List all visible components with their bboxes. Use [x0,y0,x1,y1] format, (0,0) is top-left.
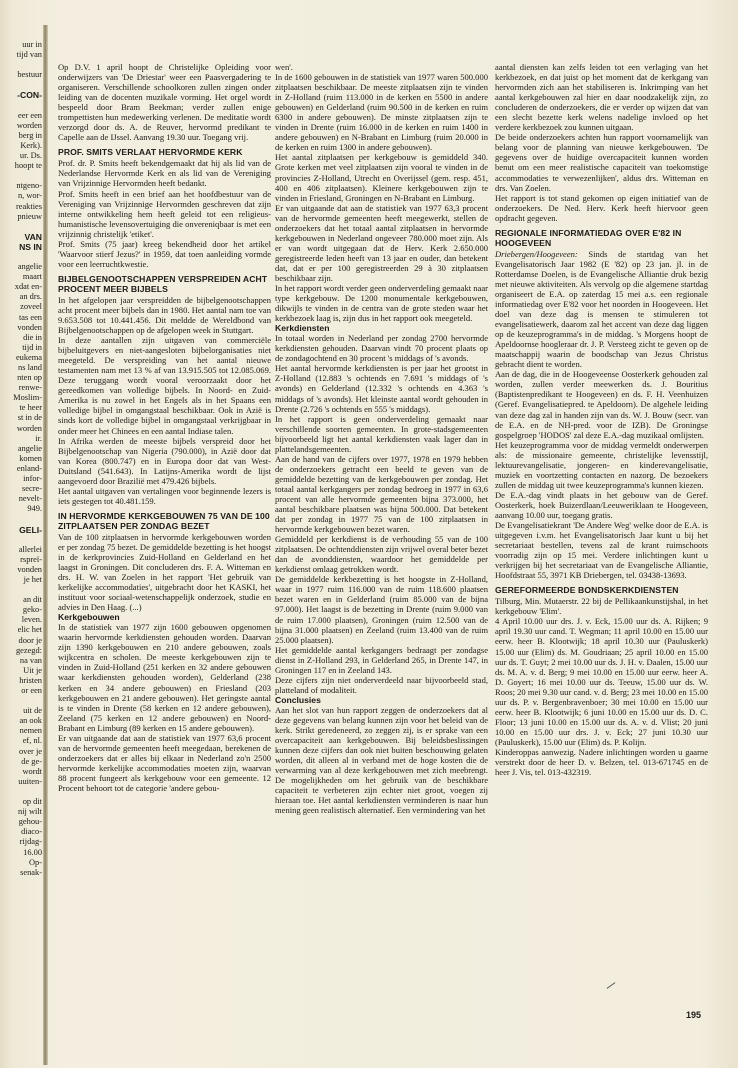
paragraph: Het rapport is tot stand gekomen op eigen initiatief van de onderzoekers. De Ned. Herv. Kerk heeft hiervoor geen opdracht gegeven. [495,192,708,223]
paragraph: In de statistiek van 1977 zijn 1600 gebouwen opgenomen waarin hervormde kerkdiensten gehouden worden. Daarvan zijn 1390 kerkgebouwen en 210 andere gebouwen, zoals wijkcentra en scholen. De meeste kerkgebouwen zijn te vinden in Zuid-Holland (251 kerken en 32 andere gebouwen waar kerkdiensten gehouden worden), Gelderland (238 kerken en 34 andere gebouwen) en Friesland (203 kerkgebouwen en 21 andere gebouwen). Het geringste aantal is te vinden in Drente (58 kerken en 12 andere gebouwen), Zeeland (75 kerken en 12 andere gebouwen) en Noord-Brabant en Limburg (89 kerken en 15 andere gebouwen). [58,622,271,733]
strip-line: bestuur [17,70,42,80]
paragraph: Tilburg, Min. Mutaerstr. 22 bij de Pellikaankunstijshal, in het kerkgebouw 'Elim'. [495,596,708,617]
paragraph: Op D.V. 1 april hoopt de Christelijke Opleiding voor onderwijzers van 'De Driestar' weer een Paasvergadering te organiseren. Verschillende schoolkoren zullen zingen onder leiding van de docenten muzikale vorming. Het orgel wordt bespeeld door Bram Beekman; verder zullen enige trompettisten hun medewerking verlenen. De meditatie wordt verzorgd door ds. A. de Reuver, hervormd predikant te Capelle aan de IJssel. Aanvang 19.30 uur. Toegang vrij. [58,62,271,143]
strip-line: VAN [24,231,42,242]
strip-line: gezegd: [15,645,42,655]
paragraph: De Evangelisatiekrant 'De Andere Weg' welke door de E.A. is uitgegeven i.v.m. het Evangelisatorisch Jaar kunt u bij het secretariaat bestellen, tevens zal de krant ruimschoots voorradig zijn op 15 mei. Verdere inlichtingen kunt u verkrijgen bij het secretariaat van de Evangelische Alliantie, Hoofdstraat 55, 3971 KB Driebergen, tel. 03438-13693. [495,520,708,581]
strip-line: uit de [23,706,42,716]
strip-line: nten op [17,373,42,383]
article-headline: GEREFORMEERDE BONDSKERKDIENSTEN [495,585,679,596]
strip-line [0,252,42,262]
strip-line: renwe- [18,383,42,393]
paragraph: Gemiddeld per kerkdienst is de verhouding 55 van de 100 zitplaatsen. De ochtenddiensten zijn vrijwel overal beter bezet dan de avonddiensten, waardoor het gemiddelde per kerkdienst omlaag getrokken wordt. [275,534,488,575]
strip-line: de ge- [21,756,42,766]
paragraph: In de 1600 gebouwen in de statistiek van 1977 waren 500.000 zitplaatsen beschikbaar. De meeste zitplaatsen zijn te vinden in Z-Holland (ruim 113.000 in de kerken en 5500 in andere gebouwen) en Gelderland (ruim 90.500 in de kerken en ruim 6300 in andere gebouwen). De minste zitplaatsen zijn te vinden in Drente (ruim 16.000 in de kerken en ruim 1400 in andere gebouwen) en N-Brabant en Limburg (ruim 20.000 in de kerken en ruim 1300 in andere gebouwen). [275,72,488,153]
paragraph: De beide onderzoekers achten hun rapport voornamelijk van belang voor de planning van nieuwe kerkgebouwen. 'De gegevens over de huidige overcapaciteit kunnen worden benut om een meer realistische capaciteit van toekomstige accommodaties te verwezenlijken', aldus drs. Witteman en drs. Van Zoelen. [495,132,708,193]
strip-line: ntgeno- [16,181,42,191]
strip-line: 949. [27,504,42,514]
paragraph: Het aantal zitplaatsen per kerkgebouw is gemiddeld 340. Grote kerken met veel zitplaatsen zijn vooral te vinden in de provincies Z-Holland, Utrecht en Overijssel (gem. resp. 451, 400 en 406 zitplaatsen). Kleinere kerkgebouwen zijn te vinden in Friesland, Groningen en N-Brabant en Limburg. [275,152,488,203]
paragraph: De gemiddelde kerkbezetting is het hoogste in Z-Holland, waar in 1977 ruim 116.000 van de ruim 118.600 plaatsen bezet waren en in Gelderland (ruim 85.000 van de bijna 97.000). Het laagst is de bezetting in Drente (ruim 9.000 van de ruim 17.000 plaatsen), Groningen (ruim 12.500 van de bijna 31.000 plaatsen) en Zeeland (ruim 13.400 van de ruim 25.000 plaatsen). [275,574,488,645]
paragraph: Er van uitgaande dat aan de statistiek van 1977 63,6 procent van de hervormde gemeenten heeft meegedaan, berekenen de onderzoekers dat er alles bij elkaar in Nederland zo'n 2500 hervormde kerkelijke accommodaties moeten zijn, waarvan 88 procent fungeert als kerkgebouw voor een gemeente. 12 Procent behoort tot de categorie 'andere gebou- [58,732,271,793]
dateline: Driebergen/Hoogeveen: [495,248,578,259]
column-1 [58,62,271,793]
strip-line: eukema [15,352,42,362]
strip-line: tas een [18,312,42,322]
strip-line: wordt [22,766,42,776]
section-subheading: Conclusies [275,694,321,705]
strip-line: nevelt- [18,494,42,504]
strip-line: berg in [18,130,42,140]
strip-line: tijd van [16,50,42,60]
strip-line: an drs. [19,292,42,302]
strip-line [0,535,42,545]
strip-line: worden [16,423,42,433]
paragraph: Aan het slot van hun rapport zeggen de onderzoekers dat al deze gegevens van belang kunnen zijn voor het beleid van de kerk. Strikt geredeneerd, zo zeggen zij, is er sprake van een overcapaciteit aan kerkgebouwen. Bij beleidsbeslissingen kunnen deze cijfers dan ook niet buiten beschouwing gelaten worden, dit alleen al in verband met de hoge kosten die de verwarming van al deze kerkgebouwen met zich meebrengt. De mogelijkheden om het gebruik van de beschikbare capaciteit te verbeteren zijn echter niet groot, voegen zij hieraan toe. Het aantal kerkdiensten verminderen is naar hun mening geen realistisch alternatief. Een vermindering van het [275,704,488,816]
paragraph: Prof. dr. P. Smits heeft bekendgemaakt dat hij als lid van de Nederlandse Hervormde Kerk en als lid van de Vereniging van Vrijzinnige Hervormden heeft bedankt. [58,158,271,189]
strip-line: eer een [18,110,42,120]
strip-line: pnieuw [17,211,42,221]
strip-line: over je [18,746,42,756]
strip-line [0,585,42,595]
strip-line: na van [19,655,42,665]
strip-line: je het [23,574,42,584]
strip-line: tijd in [22,342,42,352]
strip-line: -CON- [17,90,42,101]
strip-line [0,60,42,70]
strip-line: rspreï- [20,554,42,564]
strip-line: die in [23,332,42,342]
strip-line: nij wilt [18,807,42,817]
strip-line: worden [16,120,42,130]
paragraph: In totaal worden in Nederland per zondag 2700 hervormde kerkdiensten gehouden. Daarvan vindt 70 procent plaats op de zondagochtend en 30 procent 's middags of 's avonds. [275,333,488,364]
strip-line: geko- [22,605,42,615]
paragraph-body: Sinds de startdag van het Evangelisatorisch Jaar 1982 (E '82) op 23 jan. jl. in de Rotterdamse Doelen, is de Evangelische Alliantie druk bezig met nieuwe aktiviteiten. Als vervolg op die algemene startdag organiseert de E.A. op zaterdag 15 mei a.s. een regionale informatiedag over E'82 voor het noorden in Hoogeveen. Het doel van deze dag is mensen te stimuleren tot evangelisatiewerk, daarom zal het accent van deze dag liggen op de keuzeprogramma's in de middag. 's Morgens hoopt de Apeldoornse hoogleraar dr. J. P. Versteeg zicht te geven op de maatschappij waarin de boodschap van Jezus Christus gebracht dient te worden. [495,248,708,370]
strip-line: gehou- [18,817,42,827]
strip-line: an dit [23,595,42,605]
strip-line: te heer [19,403,42,413]
article-headline: BIJBELGENOOTSCHAPPEN VERSPREIDEN ACHT PROCENT MEER BIJBELS [58,273,268,294]
strip-line: NS IN [19,241,42,252]
paragraph: In Afrika werden de meeste bijbels verspreid door het Bijbelgenootschap van Nigeria (790.000), in Azië door dat van Korea (800.747) en in Europa door dat van West-Duitsland (541.643). In Latijns-Amerika wordt de lijst aangevoerd door Brazilië met 479.426 bijbels. [58,435,271,486]
strip-line: uuiten- [18,776,42,786]
paragraph: Kinderoppas aanwezig. Nadere inlichtingen worden u gaarne verstrekt door de heer D. v. Belzen, tel. 013-671745 en de heer J. Vis, tel. 013-432319. [495,747,708,778]
paragraph: In het afgelopen jaar verspreidden de bijbelgenootschappen acht procent meer bijbels dan in 1980. Het aantal nam toe van 9.653.508 tot 10.441.456. Dit meldde de Wereldbond van Bijbelgenootschappen op de afgelopen week in Stuttgart. [58,294,271,336]
paragraph: Het keuzeprogramma voor de middag vermeldt onderwerpen als: de missionaire gemeente, christelijke levensstijl, lektuurevangelisatie, jongeren- en kinderevangelisatie, muziek en voortzetting contacten en nazorg. De bezoekers zullen de middag uit twee keuzeprogramma's kunnen kiezen. [495,439,708,490]
strip-line: op dit [22,797,42,807]
column-2 [275,62,488,815]
paragraph: Er van uitgaande dat aan de statistiek van 1977 63,3 procent van de hervormde gemeenten heeft meegewerkt, stellen de onderzoekers dat het totaal aantal zitplaatsen in hervormde kerkgebouwen in Nederland ongeveer 780.000 moet zijn. Als er van wordt uitgegaan dat de Herv. Kerk 2.650.000 geregistreerde leden heeft van 13 jaar en ouder, dan betekent dat, dat er per 100 geregistreerden 29 à 30 zitplaatsen beschikbaar zijn. [275,202,488,283]
paragraph: wen'. [275,62,293,72]
paragraph: In deze aantallen zijn uitgaven van commerciële bijbeluitgevers en niet-aangesloten bijbelorganisaties niet meegeteld. De verspreiding van het aantal nieuwe testamenten nam met 13 % af van 13.915.505 tot 12.085.069. Deze teruggang wordt vooral veroorzaakt door het gereedkomen van volledige bijbels. In Noord- en Zuid-Amerika is nu zowel in het Engels als in het Spaans een volledige bijbel in omgangstaal beschikbaar. Ook in Azië is sinds kort de volledige bijbel in omgangstaal verkrijgbaar in onder meer het Chinees en een aantal Indiase talen. [58,335,271,436]
strip-line: secre- [22,484,42,494]
strip-line: GELI- [19,524,42,535]
strip-line: hoopt te [14,161,42,171]
strip-line: allerlei [18,544,42,554]
strip-line: vonden [17,564,42,574]
paragraph [495,249,708,370]
strip-line: zoveel [20,302,42,312]
paragraph: Deze cijfers zijn niet onderverdeeld naar bijvoorbeeld stad, platteland of modaliteit. [275,674,488,695]
strip-line: angelie [17,262,42,272]
strip-line: komen [19,453,42,463]
strip-line: ns land [18,363,42,372]
strip-line: Op- [28,857,42,867]
strip-line: hristen [19,675,42,685]
section-subheading: Kerkgebouwen [58,612,120,623]
adjacent-page-strip [0,40,42,1060]
strip-line [0,787,42,797]
strip-line: an ook [19,716,42,726]
page-number: 195 [686,1010,702,1020]
strip-line: ir. [35,433,42,443]
paragraph: Prof. Smits (75 jaar) kreeg bekendheid door het artikel 'Waarvoor stierf Jezus?' in 1959, dat toen aanleiding vormde voor een leerruchtkwestie. [58,238,271,269]
paragraph: In het rapport is geen onderverdeling gemaakt naar verschillende soorten gemeenten. In grote-stadsgemeenten bijvoorbeeld ligt het aantal kerkdiensten vaak lager dan in plattelandsgemeenten. [275,413,488,454]
strip-line [0,514,42,524]
strip-line [0,171,42,181]
strip-line: xdat en- [14,282,42,292]
strip-line: Uit je [23,665,42,675]
strip-line: reakties [15,201,42,211]
strip-line: door je [18,635,42,645]
paragraph: aantal diensten kan zelfs leiden tot een verlaging van het kerkbezoek, en dat juist op het moment dat de kerkgang van hervormden zich aan het stabiliseren is. Inkrimping van het aantal kerkgebouwen zal hier en daar noodzakelijk zijn, zo concluderen de onderzoekers, die er verder op wijzen dat van een slecht bezette kerk welens nadelige invloed op het verdere kerkbezoek zou kunnen uitgaan. [495,62,708,133]
paragraph: Aan de hand van de cijfers over 1977, 1978 en 1979 hebben de onderzoekers getracht een beeld te geven van de gemiddelde bezetting van de kerkgebouwen per zondag. Het totaal aantal kerkgangers per zondag bedroeg in 1977 in 63,6 procent van alle hervormde gemeenten bijna 373.000, het aantal beschikbare plaatsen was bijna 500.000. Dat betekent dat per zondag in 1977 75 van de 100 zitplaatsen in hervormde kerkgebouwen bezet waren. [275,453,488,535]
paragraph: Aan de dag, die in de Hoogeveense Oosterkerk gehouden zal worden, zullen verder meewerken ds. J. Bouritius (Baptistenpredikant te Hoogeveen) en ds. F. H. Veenhuizen (Geref. Evangelisatiepred. te Apeldoorn). De algehele leiding van deze dag zal in handen zijn van ds. W. J. Bouw (secr. van de E.A. en de NH-pred. voor de IZB). De Groningse gospelgroep 'HODOS' zal deze E.A.-dag muzikaal omlijsten. [495,369,708,440]
strip-line: Kerk). [20,140,42,150]
paragraph: Het gemiddelde aantal kerkgangers bedraagt per zondagse dienst in Z-Holland 293, in Gelderland 265, in Drente 147, in Groningen 117 en in Zeeland 143. [275,644,488,675]
strip-line: leven. [21,615,42,625]
strip-line [0,696,42,706]
strip-line: rijdag- [19,837,42,847]
paragraph: 4 April 10.00 uur drs. J. v. Eck, 15.00 uur ds. A. Rijken; 9 april 19.30 uur cand. T. Wegman; 11 april 10.00 en 15.00 uur eerw. heer B. Klootwijk; 18 april 10.30 uur (Pauluskerk) 15.00 uur (Elim) ds. M. Goudriaan; 25 april 10.00 en 15.00 uur ds. T. Guyt; 2 mei 10.00 uur ds. J. H. v. Daalen, 15.00 uur ds. M. A. v. d. Berg; 9 mei 10.00 en 15.00 uur eerw. heer A. D. Goyert; 16 mei 10.00 uur ds. Teeuw, 15.00 uur ds. W. Roos; 20 mei 9.30 uur cand. v. d. Berg; 23 mei 10.00 en 15.00 uur ds. P. v. Bergenbravenboer; 30 mei 10.00 en 15.00 uur eerw. heer B. Klootwijk; 6 juni 10.00 en 15.00 uur ds. D. C. Floor; 13 juni 10.00 en 15.00 uur ds. A. v. d. Vlist; 20 juni 10.00 en 15.00 uur drs. J. v. Eck; 27 juni 10.30 uur (Pauluskerk), 15.00 uur (Elim) ds. P. Kolijn. [495,616,708,747]
article-headline: PROF. SMITS VERLAAT HERVORMDE KERK [58,147,243,158]
strip-line: elic het [17,625,42,635]
strip-line: nemen [19,726,42,736]
strip-line: n, wor- [17,191,42,201]
paragraph: Van de 100 zitplaatsen in hervormde kerkgebouwen worden er per zondag 75 bezet. De gemiddelde bezetting is het hoogst in de kerkprovincies Zuid-Holland en Gelderland en het laagst in Groningen. Dit concluderen drs. F. A. Witteman en drs. H. W. van Zoelen in het rapport 'Het gebruik van kerkelijke accommodaties', uitgebracht door het KASKI, het instituut voor sociaal-wetenschappelijk onderzoek, studie en advies in Den Haag. (...) [58,531,271,613]
strip-line: infor- [23,474,42,484]
strip-line: or een [21,686,42,695]
article-headline: IN HERVORMDE KERKGEBOUWEN 75 VAN DE 100 ZITPLAATSEN PER ZONDAG BEZET [58,510,270,531]
section-subheading: Kerkdiensten [275,323,330,334]
strip-line [0,101,42,111]
strip-line [0,80,42,90]
strip-line [0,222,42,232]
strip-line: maart [22,272,42,282]
strip-line: Moslim- [13,393,42,403]
paragraph: Het aantal hervormde kerkdiensten is per jaar het grootst in Z-Holland (12.883 's ochtends en 7.691 's middags of 's avonds) en Gelderland (12.332 's ochtends en 4.363 's middags of 's avonds). Het kleinste aantal wordt gehouden in Drente (2.726 's ochtends en 555 's middags). [275,363,488,414]
strip-line: st in de [17,413,42,423]
paragraph: Prof. Smits heeft in een brief aan het hoofdbestuur van de Vereniging van Vrijzinnige Hervormden geschreven dat zijn interne ontwikkeling hem heeft geleid tot een religieus-humanistische levensovertuiging die onvereniqbaar is met een vrijzinnig christelijk 'etiket'. [58,188,271,239]
strip-line: enland- [16,463,42,473]
paragraph: De E.A.-dag vindt plaats in het gebouw van de Geref. Oosterkerk, hoek Buizerdlaan/Leeuweriklaan te Hoogeveen, aanvang 10.00 uur, toegang gratis. [495,489,708,520]
strip-line: senak- [20,867,42,877]
article-headline: REGIONALE INFORMATIEDAG OVER E'82 IN HOOGEVEEN [495,227,682,248]
strip-line: uur in [22,40,42,49]
paragraph: In het rapport wordt verder geen onderverdeling gemaakt naar type kerkgebouw. De 1200 monumentale kerkgebouwen, dikwijls te vinden in de centra van de grote steden waar het kerkbezoek laag is, zijn dus in het rapport ook meegeteld. [275,283,488,324]
strip-line: vonden [17,322,42,332]
strip-line: 16.00 [23,847,42,857]
column-3 [495,62,708,777]
strip-line: diaco- [21,827,42,837]
strip-line: ur. Ds. [19,151,42,161]
strip-line: ef, nl. [22,736,42,746]
strip-line: angelie [17,443,42,453]
paragraph: Het aantal uitgaven van vertalingen voor beginnende lezers is iets gestegen tot 40.481.159. [58,485,271,506]
page-gutter-fold [43,25,48,1065]
pen-mark [607,982,616,989]
